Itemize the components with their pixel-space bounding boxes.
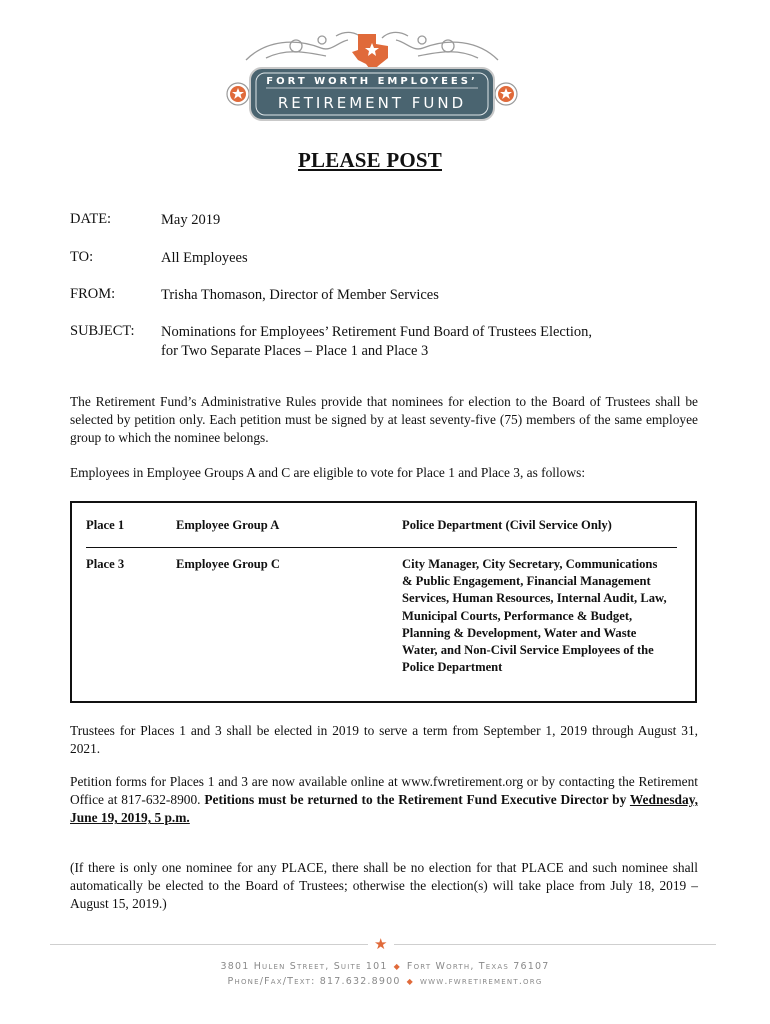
term-paragraph: Trustees for Places 1 and 3 shall be elected in 2019 to serve a term from September 1, 2019 through August 31, 2021.: [70, 723, 698, 757]
group-a-departments: Police Department (Civil Service Only): [402, 518, 612, 532]
petition-paragraph: [70, 773, 698, 828]
from-value: Trisha Thomason, Director of Member Services: [161, 287, 439, 303]
bullet-icon: ◆: [393, 962, 401, 971]
places-table: [70, 501, 697, 703]
to-value: All Employees: [161, 250, 248, 266]
fund-logo: [226, 30, 518, 130]
table-divider: [86, 547, 677, 548]
footer-address-line: [0, 961, 770, 972]
texas-star-icon: [352, 34, 388, 72]
subject-label: SUBJECT:: [70, 323, 135, 339]
single-nominee-paragraph: (If there is only one nominee for any PLACE, there shall be no election for that PLACE and such nominee shall automatically be elected to the Board of Trustees; otherwise the election(s) will take place from July 18, 2019 – August 15, 2019.): [70, 860, 698, 912]
rules-paragraph: The Retirement Fund’s Administrative Rules provide that nominees for election to the Board of Trustees shall be selected by petition only. Each petition must be signed by at least seventy-five (75) members of the same employee group to which the nominee belongs.: [70, 394, 698, 446]
petition-deadline-text: Petitions must be returned to the Retirement Fund Executive Director by: [204, 792, 630, 808]
logo-line2: RETIREMENT FUND: [277, 94, 467, 112]
footer-city: Fort Worth, Texas 76107: [406, 961, 550, 972]
eligibility-paragraph: Employees in Employee Groups A and C are eligible to vote for Place 1 and Place 3, as follows:: [70, 465, 586, 480]
subject-line-1: Nominations for Employees’ Retirement Fund Board of Trustees Election,: [161, 324, 593, 340]
logo-line1: FORT WORTH EMPLOYEES’: [266, 76, 478, 87]
place-3-cell: Place 3: [86, 557, 125, 571]
date-value: May 2019: [161, 212, 221, 228]
footer-divider-left: [50, 944, 368, 945]
to-label: TO:: [70, 249, 94, 265]
from-label: FROM:: [70, 286, 116, 302]
petition-text: Petition forms for Places 1 and 3 are now available online at www.fwretirement.org or by contacting the Retirement Office at 817-632-8900.: [70, 774, 698, 808]
footer-phone: Phone/Fax/Text: 817.632.8900: [227, 976, 401, 987]
group-c-cell: Employee Group C: [176, 557, 281, 571]
bullet-icon: ◆: [406, 977, 414, 986]
footer-website[interactable]: www.fwretirement.org: [420, 976, 543, 987]
group-a-cell: Employee Group A: [176, 518, 280, 532]
page-title: PLEASE POST: [298, 148, 442, 172]
medallion-left-icon: [227, 83, 249, 105]
medallion-right-icon: [495, 83, 517, 105]
footer-divider-right: [394, 944, 716, 945]
star-icon: ★: [374, 935, 388, 953]
footer-address: 3801 Hulen Street, Suite 101: [220, 961, 388, 972]
date-label: DATE:: [70, 211, 112, 227]
group-c-departments: City Manager, City Secretary, Communications & Public Engagement, Financial Management Services, Human Resources, Internal Audit, Law, Municipal Courts, Performance & Budget, Planning & Development, Water and Waste Water, and Non-Civil Service Employees of the Police Department: [402, 557, 667, 675]
petition-deadline-date: Wednesday, June 19, 2019, 5 p.m.: [70, 792, 698, 826]
place-1-cell: Place 1: [86, 518, 125, 532]
footer-contact-line: [0, 976, 770, 987]
subject-line-2: for Two Separate Places – Place 1 and Place 3: [161, 343, 429, 359]
